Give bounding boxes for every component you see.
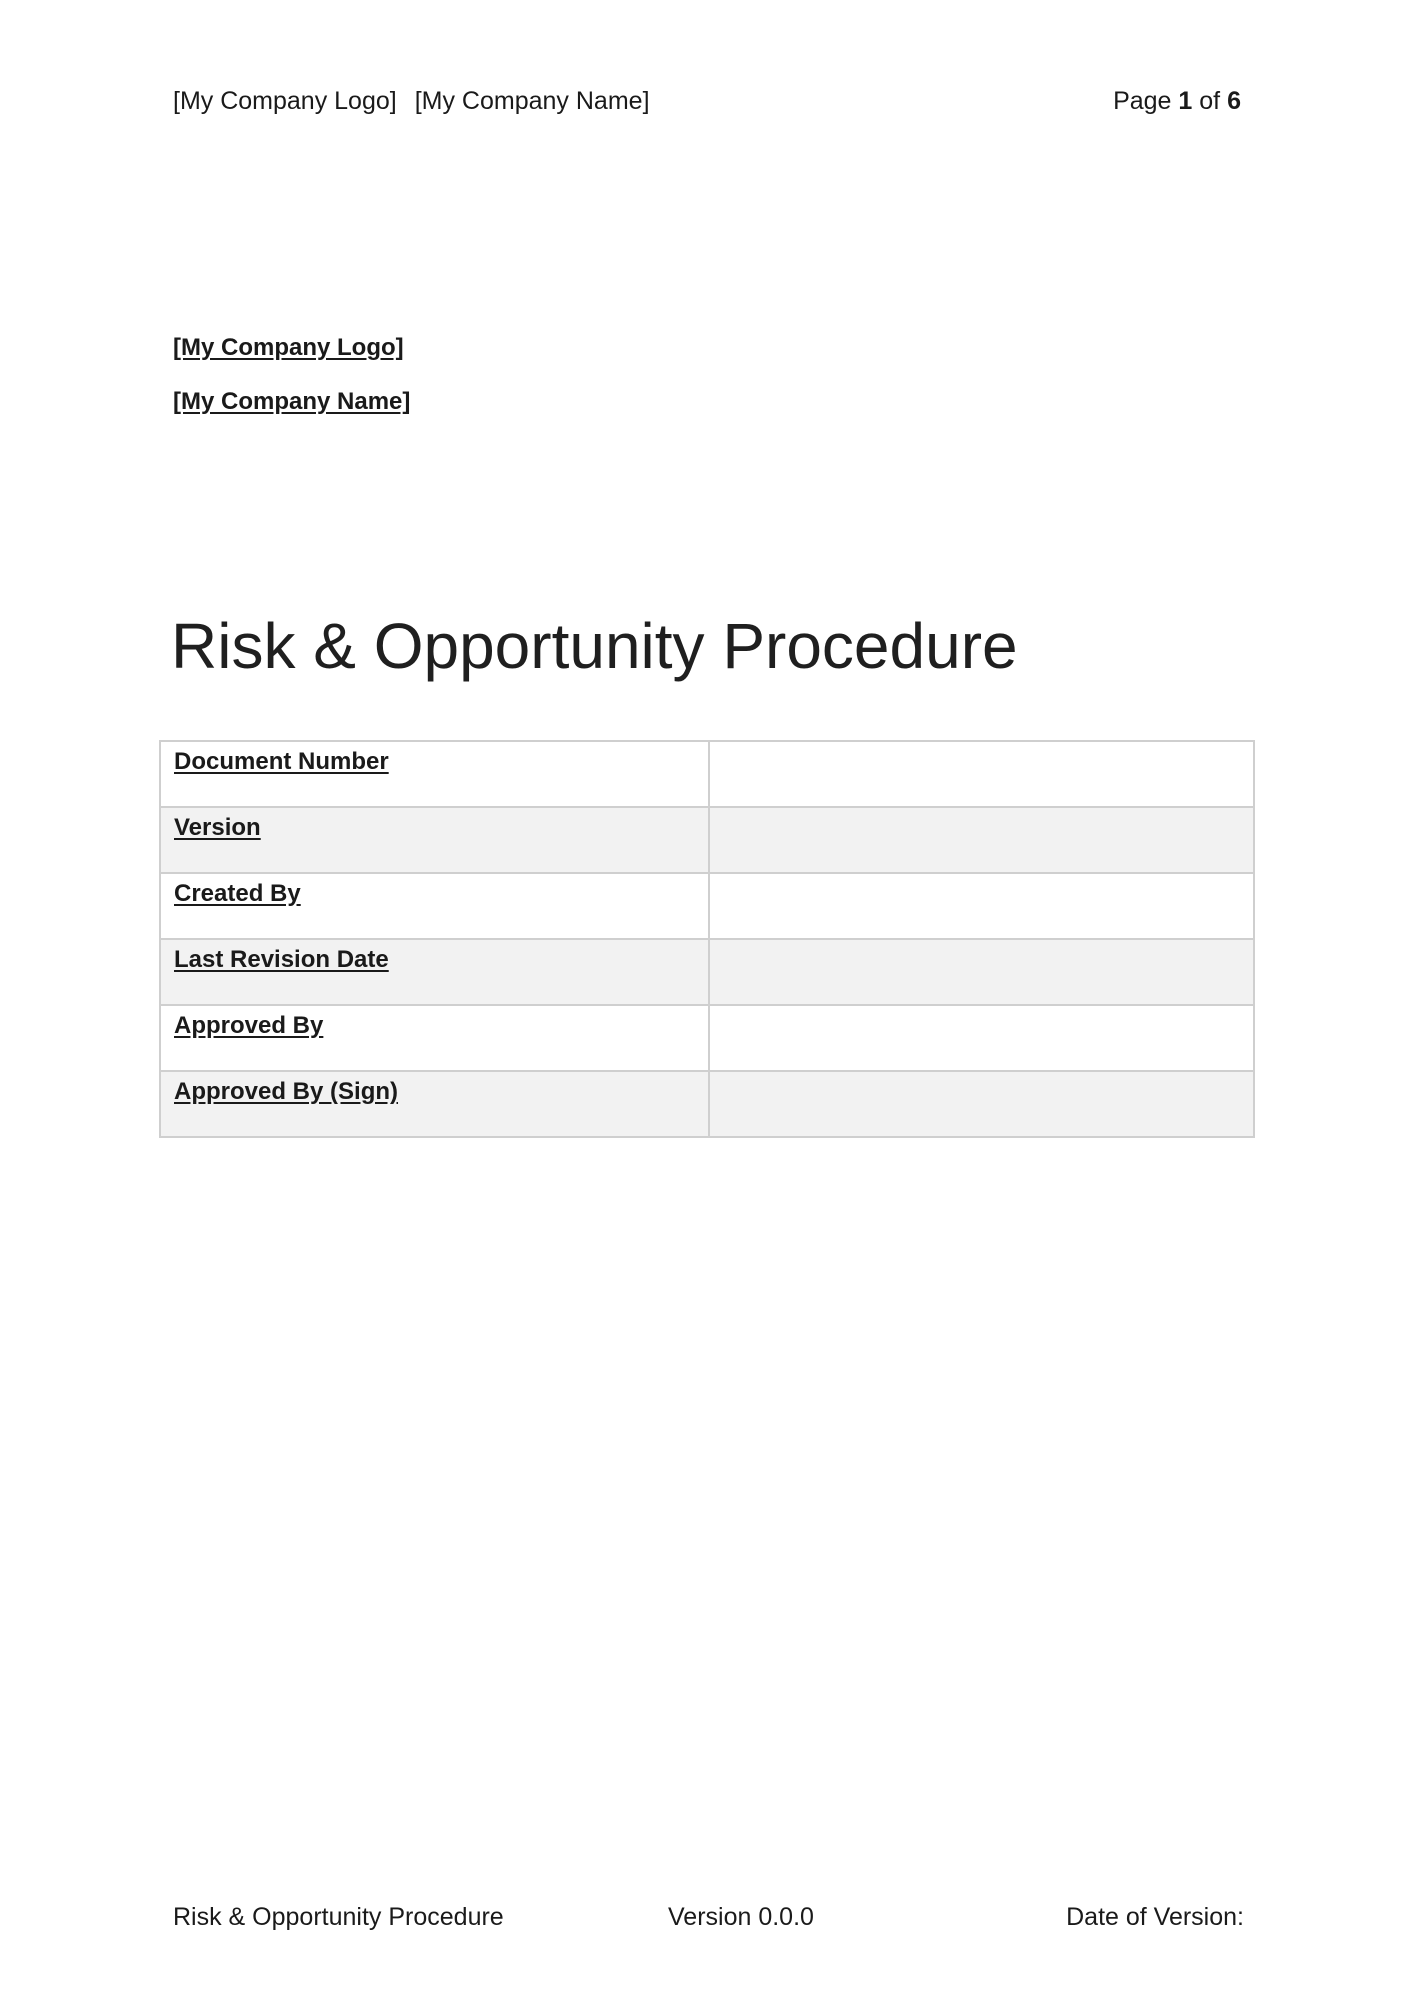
header-company-name: [My Company Name]: [414, 87, 650, 115]
document-title: Risk & Opportunity Procedure: [171, 610, 1018, 682]
table-row: [160, 807, 1254, 873]
table-row: [160, 1071, 1254, 1137]
document-info-table: [159, 740, 1255, 1138]
row-value-approved-by[interactable]: [709, 1005, 1254, 1071]
row-value-last-revision-date[interactable]: [709, 939, 1254, 1005]
row-label-last-revision-date: Last Revision Date: [174, 946, 389, 973]
row-label-document-number: Document Number: [174, 748, 389, 775]
header-company-info: [173, 84, 650, 118]
row-value-version[interactable]: [709, 807, 1254, 873]
page-total: 6: [1227, 87, 1241, 115]
table-row: [160, 939, 1254, 1005]
cover-company-name: [My Company Name]: [173, 388, 411, 415]
cover-logo-placeholder: [My Company Logo]: [173, 334, 404, 361]
page-prefix: Page: [1113, 87, 1172, 115]
page-header: [173, 84, 1241, 118]
table-row: [160, 1005, 1254, 1071]
header-logo-placeholder: [My Company Logo]: [173, 87, 397, 115]
page-current: 1: [1178, 87, 1193, 115]
row-label-created-by: Created By: [174, 880, 301, 907]
row-value-document-number[interactable]: [709, 741, 1254, 807]
page-of: of: [1199, 87, 1221, 115]
row-label-approved-by: Approved By: [174, 1012, 324, 1039]
table-row: [160, 741, 1254, 807]
row-label-version: Version: [174, 814, 261, 841]
footer-date-of-version: Date of Version:: [1066, 1903, 1244, 1931]
footer-document-title: Risk & Opportunity Procedure: [173, 1903, 504, 1931]
row-value-approved-by-sign[interactable]: [709, 1071, 1254, 1137]
footer-version: Version 0.0.0: [668, 1903, 814, 1931]
page-footer: [173, 1900, 1244, 1934]
table-row: [160, 873, 1254, 939]
row-label-approved-by-sign: Approved By (Sign): [174, 1078, 399, 1105]
row-value-created-by[interactable]: [709, 873, 1254, 939]
page-number: [1113, 84, 1241, 118]
